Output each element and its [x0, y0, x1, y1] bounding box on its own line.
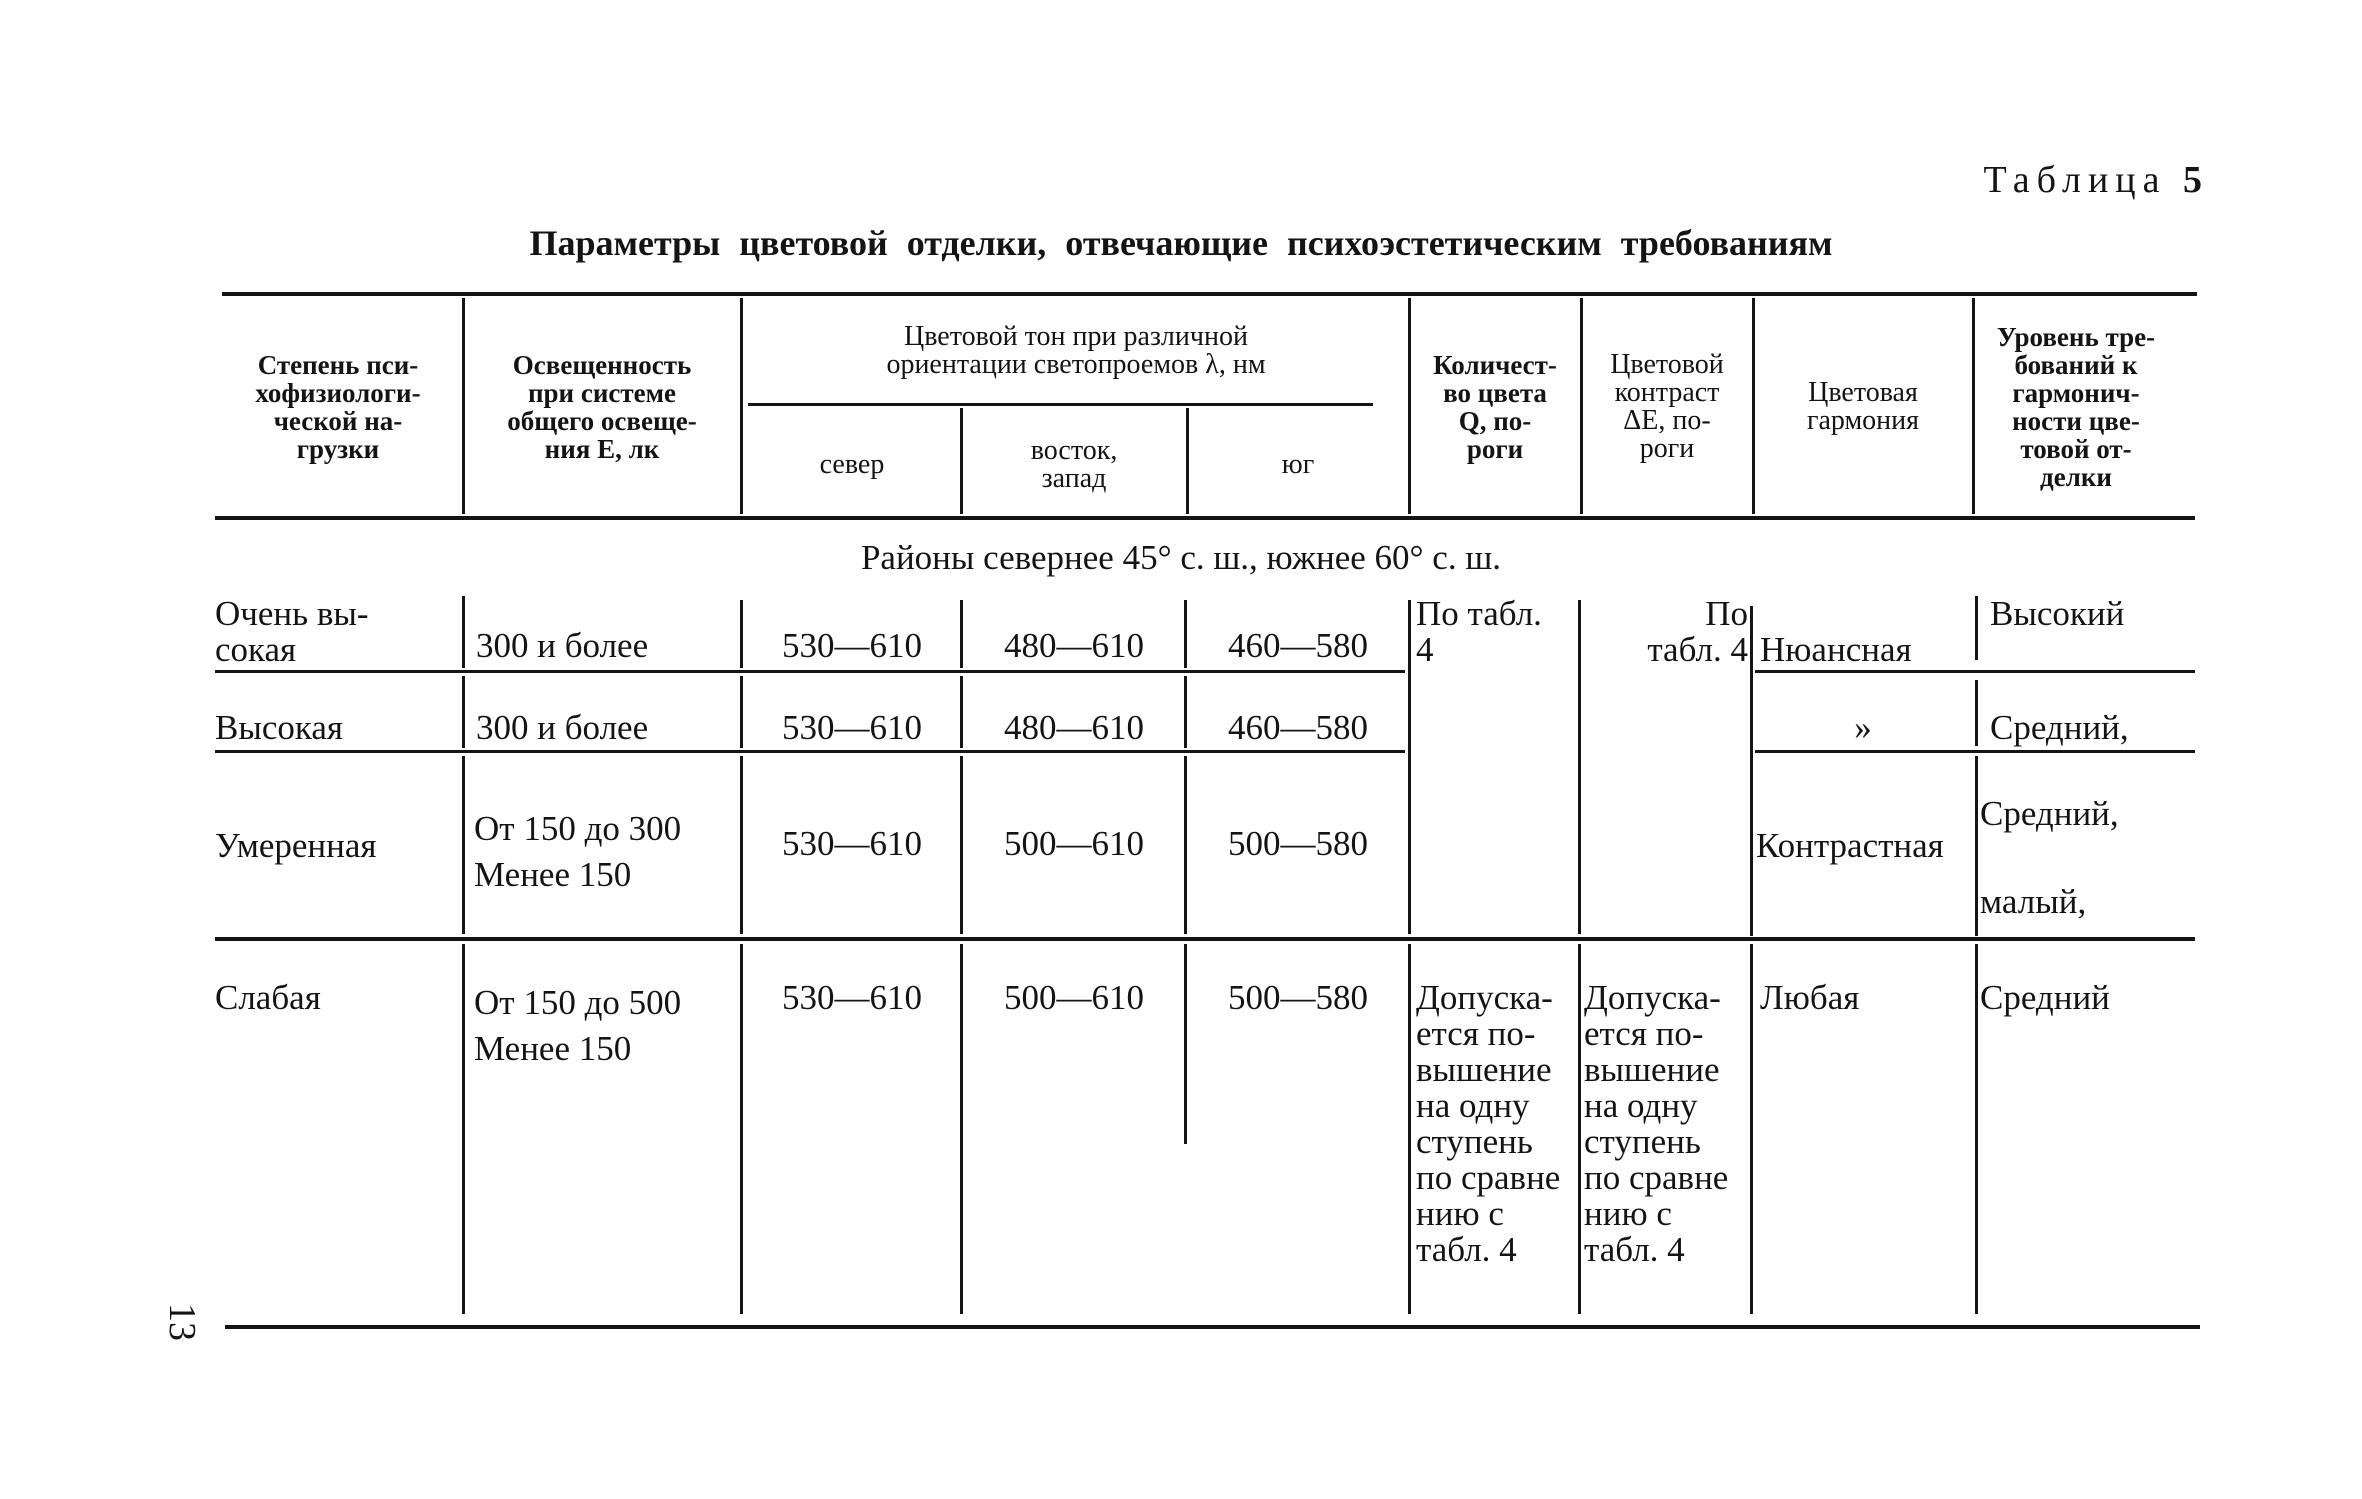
header-color-quantity: Количест- во цвета Q, по- роги	[1433, 350, 1557, 464]
header-requirement-level: Уровень тре- бований к гармонич- ности цве- товой от- делки	[1996, 322, 2156, 492]
header-divider-1	[462, 298, 465, 514]
header-illumination: Освещенность при системе общего освеще- ния E, лк	[507, 350, 697, 464]
row2-east-west: 480—610	[1004, 708, 1144, 747]
row1-south: 460—580	[1228, 626, 1368, 665]
row1-illumination: 300 и более	[476, 626, 649, 665]
body-divider-7b	[1750, 944, 1753, 1314]
row1-rule	[215, 670, 1405, 673]
row4-north: 530—610	[782, 978, 922, 1017]
body-divider-4c	[1184, 756, 1187, 934]
body-divider-3d	[960, 944, 963, 1314]
header-north: север	[819, 449, 885, 480]
body-divider-2c	[740, 756, 743, 934]
row2-level: Средний,	[1990, 708, 2129, 747]
merged-color-quantity-top: По табл. 4	[1416, 594, 1542, 669]
body-divider-2b	[740, 676, 743, 748]
header-divider-2	[740, 298, 743, 514]
body-divider-1a	[462, 596, 465, 668]
merged-color-contrast-top: По табл. 4	[1647, 594, 1748, 669]
body-divider-3a	[960, 600, 963, 668]
body-divider-6b	[1578, 944, 1581, 1314]
body-divider-4d	[1184, 944, 1187, 1144]
row1-north: 530—610	[782, 626, 922, 665]
row2-harmony: »	[1854, 708, 1872, 747]
row4-level: Средний	[1980, 978, 2110, 1017]
row3-load: Умеренная	[215, 826, 377, 865]
merged-color-quantity-bottom: Допуска- ется по- вышение на одну ступень по сравне нию с табл. 4	[1416, 978, 1561, 1269]
row3-east-west: 500—610	[1004, 824, 1144, 863]
body-divider-1c	[462, 756, 465, 934]
body-divider-2d	[740, 944, 743, 1314]
row2-rule	[215, 750, 1405, 753]
body-divider-5a	[1408, 600, 1411, 934]
row1-harmony: Нюансная	[1760, 630, 1912, 669]
region-subheading: Районы севернее 45° с. ш., южнее 60° с. ш.	[860, 538, 1502, 577]
header-divider-4	[1186, 408, 1189, 514]
header-bottom-rule	[215, 516, 2195, 520]
body-divider-3c	[960, 756, 963, 934]
header-color-contrast: Цветовой контраст ΔE, по- роги	[1610, 349, 1724, 464]
row1-level: Высокий	[1990, 594, 2125, 633]
header-south: юг	[1281, 449, 1315, 480]
row2-north: 530—610	[782, 708, 922, 747]
table-title: Параметры цветовой отделки, отвечающие психоэстетическим требованиям	[529, 223, 1833, 263]
row4-illumination: От 150 до 500 Менее 150	[474, 983, 682, 1068]
row1-rule-right	[1755, 670, 2195, 673]
body-divider-1b	[462, 676, 465, 748]
body-divider-8b	[1975, 680, 1978, 746]
body-divider-1d	[462, 944, 465, 1314]
header-divider-5	[1408, 298, 1411, 514]
table-caption	[1983, 158, 2202, 202]
body-divider-8d	[1975, 944, 1978, 1314]
group-header-rule	[748, 403, 1373, 406]
top-rule	[222, 292, 2197, 296]
row4-east-west: 500—610	[1004, 978, 1144, 1017]
merged-color-contrast-bottom: Допуска- ется по- вышение на одну ступень по сравне нию с табл. 4	[1584, 978, 1729, 1269]
body-divider-8a	[1975, 596, 1978, 660]
body-divider-2a	[740, 600, 743, 668]
row2-south: 460—580	[1228, 708, 1368, 747]
row2-illumination: 300 и более	[476, 708, 649, 747]
header-divider-6	[1580, 298, 1583, 514]
body-divider-6a	[1578, 600, 1581, 934]
row3-illumination: От 150 до 300 Менее 150	[474, 809, 682, 894]
row3-north: 530—610	[782, 824, 922, 863]
body-divider-7a	[1750, 606, 1753, 936]
row1-load: Очень вы- сокая	[215, 594, 369, 669]
page-number: 13	[161, 1303, 203, 1341]
header-psych-load: Степень пси- хофизиологи- ческой на- грузки	[255, 350, 421, 464]
header-divider-7	[1752, 298, 1755, 514]
table-caption-number: 5	[2183, 159, 2202, 201]
row2-rule-right	[1755, 750, 2195, 753]
header-east-west: восток, запад	[1030, 435, 1118, 494]
row4-south: 500—580	[1228, 978, 1368, 1017]
header-color-tone-group: Цветовой тон при различной ориентации светопроемов λ, нм	[886, 321, 1266, 380]
row4-harmony: Любая	[1760, 978, 1860, 1017]
header-color-harmony: Цветовая гармония	[1806, 377, 1920, 436]
row1-east-west: 480—610	[1004, 626, 1144, 665]
bottom-rule	[225, 1325, 2200, 1329]
row4-load: Слабая	[215, 978, 321, 1017]
header-divider-8	[1972, 298, 1975, 514]
row3-rule	[215, 937, 2195, 941]
body-divider-5b	[1408, 944, 1411, 1314]
row3-level: Средний, малый,	[1980, 794, 2119, 921]
body-divider-4a	[1184, 600, 1187, 668]
body-divider-4b	[1184, 676, 1187, 748]
row2-load: Высокая	[215, 708, 344, 747]
row3-south: 500—580	[1228, 824, 1368, 863]
header-divider-3	[960, 408, 963, 514]
row3-harmony: Контрастная	[1756, 826, 1944, 865]
body-divider-3b	[960, 676, 963, 748]
table-caption-word: Таблица	[1983, 159, 2167, 201]
